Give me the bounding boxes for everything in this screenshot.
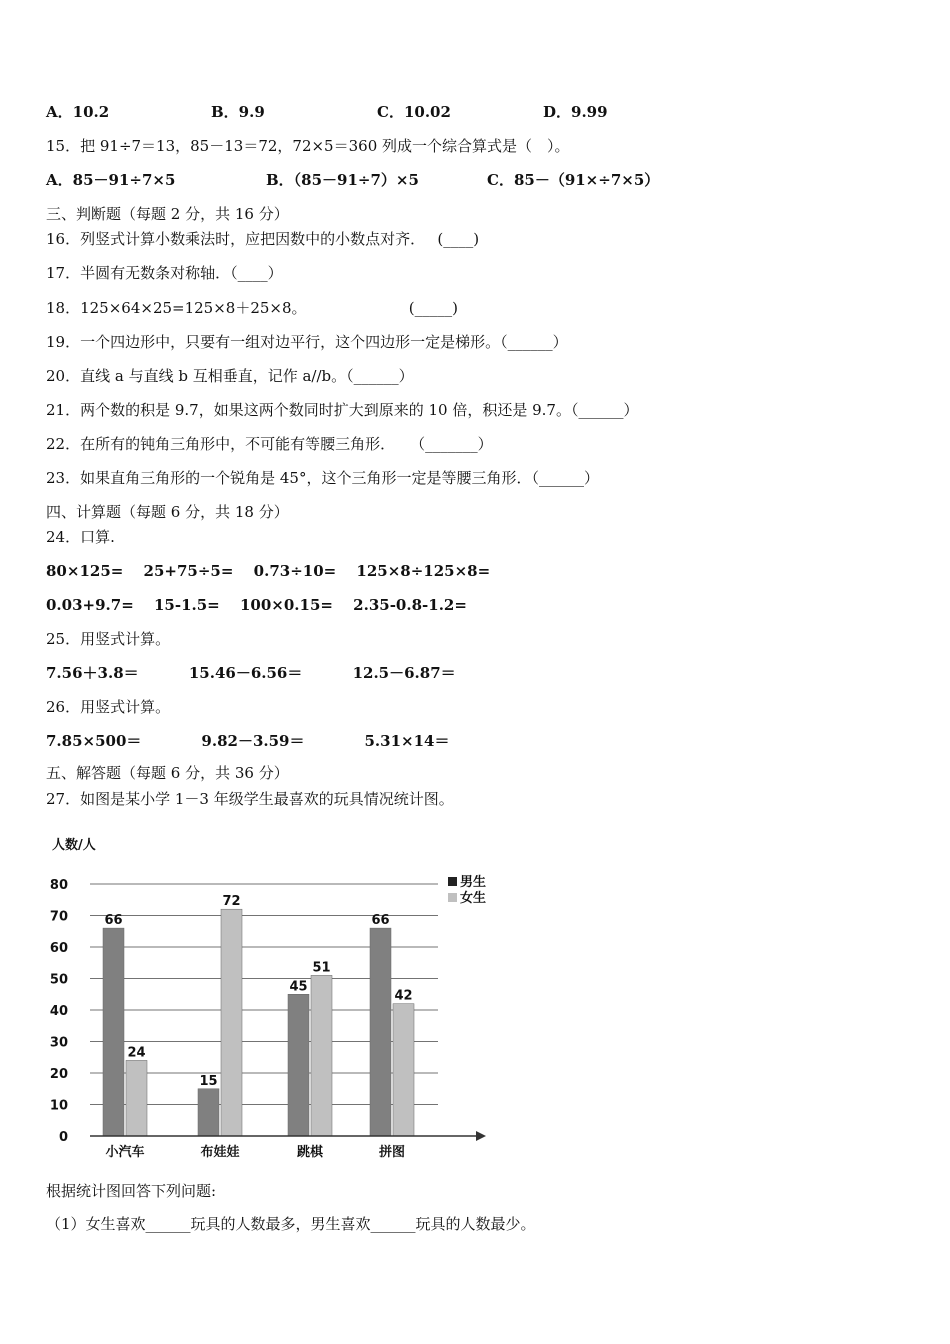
x-category-label: 跳棋 [296,1145,324,1160]
bar-data-label: 66 [104,913,123,929]
q24-title: 24．口算. [46,528,115,546]
q24-row1: 80×125= 25+75÷5= 0.73÷10= 125×8÷125×8= [46,562,491,580]
q14-option-b: B．9.9 [211,103,265,121]
bar-data-label: 45 [289,979,308,995]
q15-stem: 15．把 91÷7＝13，85－13＝72，72×5＝360 列成一个综合算式是（ ）。 [46,137,570,155]
legend-swatch-girls [448,893,457,902]
q21: 21．两个数的积是 9.7，如果这两个数同时扩大到原来的 10 倍，积还是 9.7。（______） [46,401,639,419]
q14-option-a: A．10.2 [46,103,110,121]
q17: 17．半圆有无数条对称轴．（____） [46,264,283,282]
y-tick-label: 30 [49,1035,68,1051]
x-category-label: 布娃娃 [200,1145,240,1160]
q26-title: 26．用竖式计算。 [46,698,171,716]
bar-boys [288,994,309,1136]
q25-row: 7.56＋3.8＝ 15.46－6.56＝ 12.5－6.87＝ [46,664,456,682]
q15-option-a: A．85－91÷7×5 [46,171,176,189]
q23: 23．如果直角三角形的一个锐角是 45°，这个三角形一定是等腰三角形．（______） [46,469,599,487]
bar-data-label: 66 [371,913,390,929]
bar-data-label: 24 [127,1045,146,1061]
q19: 19．一个四边形中，只要有一组对边平行，这个四边形一定是梯形。（______） [46,333,568,351]
bar-data-label: 72 [222,894,241,910]
bar-girls [221,909,242,1136]
bar-girls [393,1004,414,1136]
q27-stem: 27．如图是某小学 1－3 年级学生最喜欢的玩具情况统计图。 [46,790,454,808]
legend-label-girls: 女生 [460,891,487,906]
legend-label-boys: 男生 [460,875,487,890]
y-tick-label: 0 [58,1130,68,1145]
q25-title: 25．用竖式计算。 [46,630,171,648]
y-tick-label: 80 [49,878,68,893]
q15-option-c: C．85－（91×÷7×5） [487,171,660,189]
bar-data-label: 42 [394,988,413,1004]
x-category-label: 小汽车 [105,1145,145,1160]
bar-chart [40,830,500,1170]
q22: 22．在所有的钝角三角形中，不可能有等腰三角形． （_______） [46,435,493,453]
q20: 20．直线 a 与直线 b 互相垂直，记作 a//b。（______） [46,367,414,385]
chart-questions-intro: 根据统计图回答下列问题: [46,1182,217,1200]
bar-data-label: 15 [199,1073,218,1089]
chart-legend [448,874,486,906]
q26-row: 7.85×500＝ 9.82－3.59＝ 5.31×14＝ [46,732,450,750]
q14-option-d: D．9.99 [543,103,608,121]
chart-ylabel: 人数/人 [52,838,96,853]
x-axis-arrow [476,1131,486,1141]
bar-girls [311,975,332,1136]
q16: 16．列竖式计算小数乘法时，应把因数中的小数点对齐． (____) [46,230,480,248]
x-category-label: 拼图 [378,1145,406,1160]
y-tick-label: 50 [49,972,68,988]
q14-option-c: C．10.02 [377,103,451,121]
bar-boys [370,928,391,1136]
q15-option-b: B．（85－91÷7）×5 [266,171,419,189]
section3-heading: 三、判断题（每题 2 分，共 16 分） [46,205,289,223]
bar-boys [198,1089,219,1136]
q24-row2: 0.03+9.7= 15-1.5= 100×0.15= 2.35-0.8-1.2= [46,596,467,614]
bar-data-label: 51 [312,960,331,976]
legend-swatch-boys [448,877,457,886]
bar-boys [103,928,124,1136]
y-tick-label: 20 [49,1067,68,1082]
y-tick-label: 10 [49,1098,68,1114]
q18: 18．125×64×25=125×8＋25×8。 (_____) [46,299,459,317]
y-tick-label: 40 [49,1004,68,1019]
section5-heading: 五、解答题（每题 6 分，共 36 分） [46,764,289,782]
section4-heading: 四、计算题（每题 6 分，共 18 分） [46,503,289,521]
q27-sub1: （1）女生喜欢______玩具的人数最多，男生喜欢______玩具的人数最少。 [46,1215,536,1233]
bar-girls [126,1060,147,1136]
y-tick-label: 60 [49,941,68,956]
y-tick-label: 70 [49,909,68,925]
